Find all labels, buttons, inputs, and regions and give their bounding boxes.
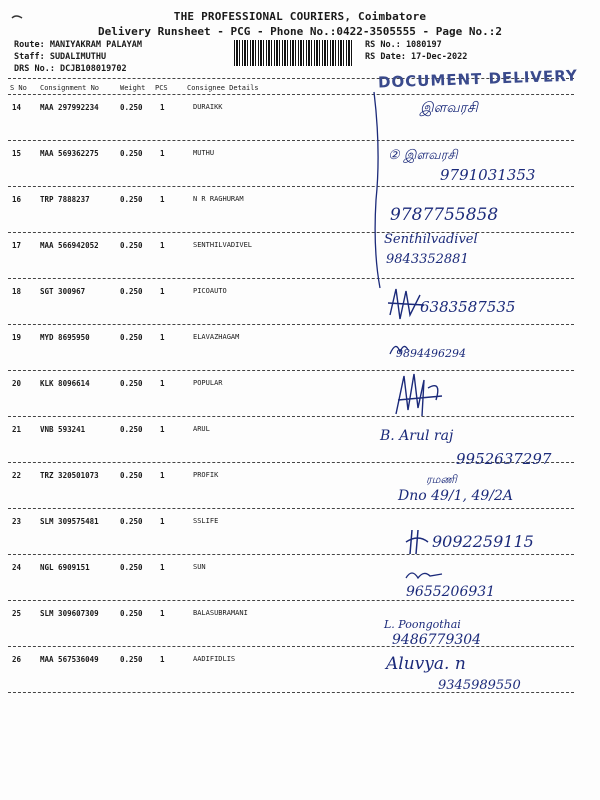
row-consignment: MYD 8695950 [40, 333, 90, 342]
handwritten-phone: 9486779304 [392, 632, 482, 648]
signature-scribble [392, 370, 452, 420]
row-consignee: ARUL [193, 425, 210, 433]
row-divider [8, 508, 574, 509]
col-weight: Weight [120, 84, 146, 92]
row-divider [8, 600, 574, 601]
row-sno: 16 [12, 195, 22, 204]
row-pcs: 1 [160, 379, 165, 388]
col-consignment: Consignment No [40, 84, 100, 92]
row-divider [8, 646, 574, 647]
row-divider [8, 232, 574, 233]
row-pcs: 1 [160, 333, 165, 342]
handwritten-signature: L. Poongothai [384, 618, 461, 631]
handwritten-phone: 6383587535 [420, 298, 516, 316]
handwritten-signature: B. Arul raj [380, 428, 454, 444]
barcode [234, 40, 354, 66]
row-weight: 0.250 [120, 425, 143, 434]
handwritten-phone: 9787755858 [390, 205, 499, 225]
row-divider [8, 186, 574, 187]
row-consignee: POPULAR [193, 379, 223, 387]
row-consignment: SLM 309575481 [40, 517, 99, 526]
handwritten-signature: Aluvya. n [386, 654, 466, 674]
signature-scribble [404, 566, 444, 584]
row-pcs: 1 [160, 195, 165, 204]
handwritten-note: Dno 49/1, 49/2A [398, 488, 514, 504]
row-consignee: ELAVAZHAGAM [193, 333, 240, 341]
row-consignment: TRZ 320501073 [40, 471, 99, 480]
row-consignee: PROFIK [193, 471, 219, 479]
row-consignee: MUTHU [193, 149, 215, 157]
row-sno: 15 [12, 149, 22, 158]
row-divider [8, 140, 574, 141]
row-weight: 0.250 [120, 287, 143, 296]
row-consignee: BALASUBRAMANI [193, 609, 248, 617]
row-consignment: KLK 8096614 [40, 379, 90, 388]
handwritten-phone: 9092259115 [432, 532, 534, 551]
row-consignment: TRP 7888237 [40, 195, 90, 204]
row-divider [8, 554, 574, 555]
row-consignee: AADIFIDLIS [193, 655, 236, 663]
row-consignment: SGT 300967 [40, 287, 86, 296]
row-sno: 21 [12, 425, 22, 434]
handwritten-signature: Senthilvadivel [384, 232, 478, 247]
drs-number: DRS No.: DCJB108019702 [14, 64, 127, 74]
row-pcs: 1 [160, 655, 165, 664]
route-label: Route: MANIYAKRAM PALAYAM [14, 40, 142, 50]
row-divider [8, 416, 574, 417]
row-divider [8, 278, 574, 279]
handwritten-phone: 9345989550 [438, 678, 521, 693]
row-pcs: 1 [160, 563, 165, 572]
row-consignee: SUN [193, 563, 206, 571]
row-pcs: 1 [160, 287, 165, 296]
handwritten-note: ② இளவரசி [388, 148, 458, 163]
row-weight: 0.250 [120, 103, 143, 112]
scan-mark [10, 12, 26, 22]
column-divider [8, 94, 574, 95]
row-weight: 0.250 [120, 517, 143, 526]
row-sno: 20 [12, 379, 22, 388]
row-consignment: VNB 593241 [40, 425, 86, 434]
row-consignment: NGL 6909151 [40, 563, 90, 572]
row-weight: 0.250 [120, 609, 143, 618]
row-weight: 0.250 [120, 471, 143, 480]
signature-scribble [386, 285, 426, 325]
row-sno: 24 [12, 563, 22, 572]
company-title: THE PROFESSIONAL COURIERS, Coimbatore [173, 10, 427, 23]
row-sno: 22 [12, 471, 22, 480]
row-weight: 0.250 [120, 379, 143, 388]
row-sno: 23 [12, 517, 22, 526]
signature-scribble [404, 528, 432, 556]
row-pcs: 1 [160, 149, 165, 158]
row-consignment: SLM 309607309 [40, 609, 99, 618]
row-consignment: MAA 566942052 [40, 241, 99, 250]
row-consignment: MAA 567536049 [40, 655, 99, 664]
row-pcs: 1 [160, 471, 165, 480]
row-pcs: 1 [160, 241, 165, 250]
row-sno: 17 [12, 241, 22, 250]
row-pcs: 1 [160, 103, 165, 112]
row-consignee: SSLIFE [193, 517, 219, 525]
col-pcs: PCS [155, 84, 168, 92]
handwritten-phone: 9894496294 [396, 347, 466, 360]
row-sno: 19 [12, 333, 22, 342]
row-consignee: PICOAUTO [193, 287, 227, 295]
row-weight: 0.250 [120, 333, 143, 342]
row-weight: 0.250 [120, 563, 143, 572]
signature-scribble [388, 338, 410, 358]
row-pcs: 1 [160, 517, 165, 526]
row-divider [8, 324, 574, 325]
row-weight: 0.250 [120, 241, 143, 250]
row-consignment: MAA 297992234 [40, 103, 99, 112]
handwritten-phone: 9843352881 [386, 252, 469, 267]
row-weight: 0.250 [120, 149, 143, 158]
row-sno: 18 [12, 287, 22, 296]
row-sno: 25 [12, 609, 22, 618]
row-consignee: SENTHILVADIVEL [193, 241, 253, 249]
row-consignee: DURAIKK [193, 103, 223, 111]
row-sno: 26 [12, 655, 22, 664]
document-delivery-stamp: DOCUMENT DELIVERY [377, 66, 579, 92]
row-pcs: 1 [160, 609, 165, 618]
row-weight: 0.250 [120, 655, 143, 664]
row-sno: 14 [12, 103, 22, 112]
rs-date: RS Date: 17-Dec-2022 [365, 52, 468, 62]
handwritten-note: ரமணி [426, 473, 457, 486]
handwritten-phone: 9952637297 [456, 450, 552, 468]
runsheet-title: Delivery Runsheet - PCG - Phone No.:0422-3505555 - Page No.:2 [98, 25, 502, 38]
row-divider [8, 370, 574, 371]
row-consignee: N R RAGHURAM [193, 195, 244, 203]
margin-bracket [372, 90, 384, 290]
rs-number: RS No.: 1080197 [365, 40, 442, 50]
handwritten-note: இளவரசி [420, 100, 478, 116]
staff-label: Staff: SUDALIMUTHU [14, 52, 107, 62]
col-sno: S No [10, 84, 27, 92]
row-consignment: MAA 569362275 [40, 149, 99, 158]
col-consignee: Consignee Details [187, 84, 259, 92]
handwritten-phone: 9791031353 [440, 166, 536, 184]
row-pcs: 1 [160, 425, 165, 434]
handwritten-phone: 9655206931 [406, 584, 496, 600]
row-weight: 0.250 [120, 195, 143, 204]
